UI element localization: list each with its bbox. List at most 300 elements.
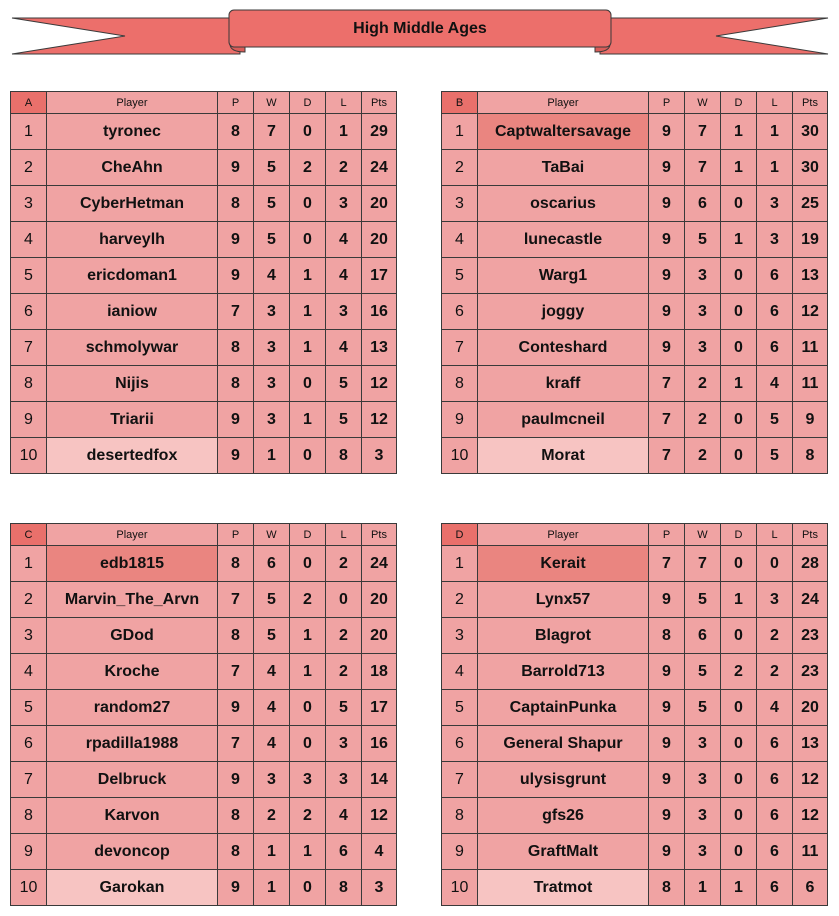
player-name: Barrold713 bbox=[478, 654, 649, 690]
stat-p: 8 bbox=[218, 186, 254, 222]
stat-p: 9 bbox=[649, 114, 685, 150]
rank-cell: 8 bbox=[442, 366, 478, 402]
stat-pts: 24 bbox=[362, 150, 397, 186]
stat-d: 2 bbox=[721, 654, 757, 690]
player-name: TaBai bbox=[478, 150, 649, 186]
stat-pts: 12 bbox=[793, 762, 828, 798]
stat-pts: 12 bbox=[362, 402, 397, 438]
stat-d: 0 bbox=[721, 690, 757, 726]
stat-pts: 20 bbox=[362, 186, 397, 222]
column-header-p: P bbox=[218, 524, 254, 546]
stat-l: 3 bbox=[757, 582, 793, 618]
stat-w: 2 bbox=[254, 798, 290, 834]
table-row bbox=[11, 294, 397, 330]
table-row bbox=[442, 870, 828, 906]
stat-l: 5 bbox=[757, 402, 793, 438]
player-name: GDod bbox=[47, 618, 218, 654]
player-name: Conteshard bbox=[478, 330, 649, 366]
stat-w: 3 bbox=[254, 294, 290, 330]
player-name: Blagrot bbox=[478, 618, 649, 654]
stat-w: 2 bbox=[685, 402, 721, 438]
stat-p: 7 bbox=[218, 726, 254, 762]
stat-l: 2 bbox=[757, 618, 793, 654]
stat-w: 2 bbox=[685, 438, 721, 474]
stat-pts: 19 bbox=[793, 222, 828, 258]
table-row bbox=[442, 114, 828, 150]
rank-cell: 10 bbox=[442, 870, 478, 906]
player-name: General Shapur bbox=[478, 726, 649, 762]
column-header-p: P bbox=[218, 92, 254, 114]
stat-d: 0 bbox=[721, 618, 757, 654]
stat-p: 9 bbox=[218, 150, 254, 186]
stat-d: 0 bbox=[290, 114, 326, 150]
column-header-d: D bbox=[290, 92, 326, 114]
stat-d: 1 bbox=[721, 150, 757, 186]
stat-w: 3 bbox=[685, 834, 721, 870]
column-header-d: D bbox=[721, 524, 757, 546]
table-row bbox=[11, 438, 397, 474]
table-row bbox=[11, 150, 397, 186]
player-name: Kroche bbox=[47, 654, 218, 690]
table-row bbox=[442, 222, 828, 258]
column-header-pts: Pts bbox=[362, 92, 397, 114]
stat-pts: 16 bbox=[362, 726, 397, 762]
stat-l: 4 bbox=[326, 798, 362, 834]
column-header-p: P bbox=[649, 92, 685, 114]
column-header-d: D bbox=[721, 92, 757, 114]
rank-cell: 2 bbox=[11, 150, 47, 186]
column-header-l: L bbox=[757, 524, 793, 546]
group-id: A bbox=[11, 92, 47, 114]
stat-d: 0 bbox=[721, 330, 757, 366]
stat-w: 7 bbox=[254, 114, 290, 150]
stat-w: 4 bbox=[254, 690, 290, 726]
rank-cell: 8 bbox=[11, 366, 47, 402]
rank-cell: 9 bbox=[11, 834, 47, 870]
stat-d: 0 bbox=[721, 294, 757, 330]
stat-p: 8 bbox=[218, 834, 254, 870]
rank-cell: 7 bbox=[442, 762, 478, 798]
player-name: paulmcneil bbox=[478, 402, 649, 438]
table-row bbox=[11, 222, 397, 258]
stat-d: 0 bbox=[290, 690, 326, 726]
stat-l: 6 bbox=[757, 798, 793, 834]
stat-d: 1 bbox=[721, 366, 757, 402]
stat-d: 2 bbox=[290, 798, 326, 834]
column-header-pts: Pts bbox=[793, 524, 828, 546]
stat-w: 3 bbox=[254, 762, 290, 798]
player-name: Marvin_The_Arvn bbox=[47, 582, 218, 618]
stat-w: 5 bbox=[254, 582, 290, 618]
stat-w: 5 bbox=[685, 690, 721, 726]
column-header-player: Player bbox=[478, 524, 649, 546]
player-name: ericdoman1 bbox=[47, 258, 218, 294]
group-table-c bbox=[10, 523, 397, 906]
stat-d: 1 bbox=[290, 654, 326, 690]
stat-p: 9 bbox=[649, 186, 685, 222]
player-name: Morat bbox=[478, 438, 649, 474]
stat-pts: 17 bbox=[362, 690, 397, 726]
column-header-player: Player bbox=[47, 524, 218, 546]
rank-cell: 6 bbox=[11, 726, 47, 762]
table-row bbox=[442, 186, 828, 222]
stat-w: 1 bbox=[254, 870, 290, 906]
stat-d: 0 bbox=[721, 438, 757, 474]
stat-p: 9 bbox=[649, 798, 685, 834]
table-row bbox=[442, 834, 828, 870]
stat-l: 3 bbox=[757, 186, 793, 222]
stat-w: 3 bbox=[254, 402, 290, 438]
stat-pts: 9 bbox=[793, 402, 828, 438]
stat-p: 8 bbox=[218, 546, 254, 582]
stat-l: 2 bbox=[757, 654, 793, 690]
stat-l: 1 bbox=[757, 150, 793, 186]
rank-cell: 3 bbox=[11, 186, 47, 222]
stat-d: 0 bbox=[721, 546, 757, 582]
table-row bbox=[442, 618, 828, 654]
table-row bbox=[442, 366, 828, 402]
rank-cell: 4 bbox=[442, 654, 478, 690]
stat-l: 2 bbox=[326, 654, 362, 690]
stat-pts: 12 bbox=[362, 798, 397, 834]
rank-cell: 1 bbox=[442, 546, 478, 582]
player-name: Lynx57 bbox=[478, 582, 649, 618]
stat-l: 8 bbox=[326, 438, 362, 474]
column-header-p: P bbox=[649, 524, 685, 546]
table-row bbox=[11, 798, 397, 834]
rank-cell: 3 bbox=[11, 618, 47, 654]
stat-pts: 29 bbox=[362, 114, 397, 150]
table-row bbox=[11, 114, 397, 150]
stat-p: 8 bbox=[649, 618, 685, 654]
player-name: ianiow bbox=[47, 294, 218, 330]
table-row bbox=[442, 654, 828, 690]
stat-w: 5 bbox=[685, 582, 721, 618]
stat-p: 7 bbox=[649, 402, 685, 438]
player-name: oscarius bbox=[478, 186, 649, 222]
player-name: tyronec bbox=[47, 114, 218, 150]
stat-w: 5 bbox=[254, 150, 290, 186]
stat-l: 6 bbox=[757, 762, 793, 798]
stat-pts: 23 bbox=[793, 654, 828, 690]
table-row bbox=[442, 438, 828, 474]
table-row bbox=[442, 582, 828, 618]
stat-pts: 3 bbox=[362, 870, 397, 906]
column-header-l: L bbox=[326, 524, 362, 546]
stat-l: 8 bbox=[326, 870, 362, 906]
player-name: Tratmot bbox=[478, 870, 649, 906]
rank-cell: 4 bbox=[442, 222, 478, 258]
table-row bbox=[442, 402, 828, 438]
stat-pts: 12 bbox=[793, 294, 828, 330]
banner-right-ribbon bbox=[600, 18, 828, 54]
column-header-l: L bbox=[326, 92, 362, 114]
stat-pts: 6 bbox=[793, 870, 828, 906]
stat-pts: 16 bbox=[362, 294, 397, 330]
stat-p: 7 bbox=[649, 546, 685, 582]
stat-p: 7 bbox=[218, 582, 254, 618]
column-header-player: Player bbox=[47, 92, 218, 114]
stat-w: 3 bbox=[685, 762, 721, 798]
stat-w: 5 bbox=[254, 222, 290, 258]
stat-pts: 13 bbox=[362, 330, 397, 366]
rank-cell: 2 bbox=[442, 582, 478, 618]
player-name: harveylh bbox=[47, 222, 218, 258]
stat-pts: 30 bbox=[793, 150, 828, 186]
stat-w: 7 bbox=[685, 114, 721, 150]
table-row bbox=[442, 150, 828, 186]
stat-d: 0 bbox=[290, 366, 326, 402]
column-header-w: W bbox=[685, 92, 721, 114]
rank-cell: 5 bbox=[442, 690, 478, 726]
column-header-pts: Pts bbox=[362, 524, 397, 546]
stat-p: 9 bbox=[649, 762, 685, 798]
rank-cell: 1 bbox=[11, 546, 47, 582]
stat-w: 6 bbox=[685, 618, 721, 654]
stat-p: 9 bbox=[649, 150, 685, 186]
stat-p: 9 bbox=[649, 582, 685, 618]
stat-l: 6 bbox=[757, 294, 793, 330]
stat-w: 7 bbox=[685, 546, 721, 582]
stat-pts: 13 bbox=[793, 258, 828, 294]
stat-d: 0 bbox=[721, 402, 757, 438]
player-name: ulysisgrunt bbox=[478, 762, 649, 798]
stat-d: 1 bbox=[290, 834, 326, 870]
table-header-row bbox=[442, 524, 828, 546]
stat-p: 9 bbox=[649, 690, 685, 726]
stat-w: 3 bbox=[685, 294, 721, 330]
rank-cell: 9 bbox=[442, 402, 478, 438]
player-name: Delbruck bbox=[47, 762, 218, 798]
stat-w: 4 bbox=[254, 654, 290, 690]
stat-d: 1 bbox=[721, 582, 757, 618]
stat-l: 2 bbox=[326, 150, 362, 186]
stat-w: 3 bbox=[685, 726, 721, 762]
rank-cell: 10 bbox=[11, 870, 47, 906]
stat-p: 8 bbox=[218, 798, 254, 834]
stat-l: 6 bbox=[757, 870, 793, 906]
stat-d: 0 bbox=[721, 258, 757, 294]
stat-p: 9 bbox=[218, 222, 254, 258]
rank-cell: 4 bbox=[11, 654, 47, 690]
stat-l: 3 bbox=[326, 762, 362, 798]
table-row bbox=[11, 366, 397, 402]
column-header-player: Player bbox=[478, 92, 649, 114]
stat-w: 5 bbox=[685, 222, 721, 258]
column-header-w: W bbox=[254, 524, 290, 546]
stat-l: 6 bbox=[757, 834, 793, 870]
table-row bbox=[11, 546, 397, 582]
player-name: Nijis bbox=[47, 366, 218, 402]
stat-pts: 11 bbox=[793, 834, 828, 870]
rank-cell: 1 bbox=[11, 114, 47, 150]
group-id: B bbox=[442, 92, 478, 114]
stat-w: 4 bbox=[254, 726, 290, 762]
player-name: CyberHetman bbox=[47, 186, 218, 222]
stat-pts: 11 bbox=[793, 330, 828, 366]
page-title: High Middle Ages bbox=[353, 20, 487, 37]
stat-pts: 3 bbox=[362, 438, 397, 474]
stat-w: 1 bbox=[254, 438, 290, 474]
rank-cell: 6 bbox=[442, 726, 478, 762]
banner-left-ribbon bbox=[12, 18, 240, 54]
stat-l: 5 bbox=[326, 402, 362, 438]
table-row bbox=[442, 726, 828, 762]
table-row bbox=[11, 834, 397, 870]
player-name: Captwaltersavage bbox=[478, 114, 649, 150]
stat-d: 1 bbox=[290, 330, 326, 366]
table-header-row bbox=[11, 92, 397, 114]
stat-l: 3 bbox=[326, 294, 362, 330]
rank-cell: 10 bbox=[442, 438, 478, 474]
column-header-pts: Pts bbox=[793, 92, 828, 114]
player-name: Karvon bbox=[47, 798, 218, 834]
table-row bbox=[11, 618, 397, 654]
stat-w: 2 bbox=[685, 366, 721, 402]
stat-d: 1 bbox=[290, 294, 326, 330]
title-banner bbox=[0, 0, 839, 60]
stat-pts: 25 bbox=[793, 186, 828, 222]
player-name: schmolywar bbox=[47, 330, 218, 366]
stat-w: 3 bbox=[254, 330, 290, 366]
stat-l: 4 bbox=[326, 330, 362, 366]
rank-cell: 5 bbox=[11, 258, 47, 294]
stat-d: 0 bbox=[290, 726, 326, 762]
stat-d: 2 bbox=[290, 150, 326, 186]
stat-p: 9 bbox=[218, 402, 254, 438]
stat-d: 1 bbox=[290, 618, 326, 654]
table-row bbox=[11, 654, 397, 690]
group-id: C bbox=[11, 524, 47, 546]
stat-l: 0 bbox=[757, 546, 793, 582]
stat-w: 3 bbox=[685, 798, 721, 834]
table-row bbox=[11, 402, 397, 438]
stat-l: 6 bbox=[757, 330, 793, 366]
stat-d: 0 bbox=[721, 798, 757, 834]
stat-pts: 14 bbox=[362, 762, 397, 798]
stat-d: 0 bbox=[721, 834, 757, 870]
stat-l: 5 bbox=[326, 366, 362, 402]
stat-w: 3 bbox=[685, 330, 721, 366]
stat-p: 8 bbox=[218, 366, 254, 402]
stat-w: 5 bbox=[254, 186, 290, 222]
rank-cell: 2 bbox=[442, 150, 478, 186]
rank-cell: 1 bbox=[442, 114, 478, 150]
player-name: rpadilla1988 bbox=[47, 726, 218, 762]
stat-pts: 24 bbox=[362, 546, 397, 582]
table-row bbox=[442, 690, 828, 726]
column-header-l: L bbox=[757, 92, 793, 114]
stat-w: 5 bbox=[685, 654, 721, 690]
player-name: Warg1 bbox=[478, 258, 649, 294]
table-row bbox=[11, 690, 397, 726]
stat-p: 7 bbox=[649, 366, 685, 402]
stat-w: 3 bbox=[685, 258, 721, 294]
stat-pts: 17 bbox=[362, 258, 397, 294]
stat-l: 3 bbox=[757, 222, 793, 258]
stat-l: 2 bbox=[326, 618, 362, 654]
stat-pts: 12 bbox=[362, 366, 397, 402]
stat-d: 0 bbox=[290, 870, 326, 906]
player-name: Kerait bbox=[478, 546, 649, 582]
rank-cell: 9 bbox=[11, 402, 47, 438]
stat-p: 9 bbox=[649, 294, 685, 330]
table-row bbox=[11, 762, 397, 798]
rank-cell: 7 bbox=[11, 330, 47, 366]
stat-p: 7 bbox=[218, 294, 254, 330]
stat-l: 3 bbox=[326, 186, 362, 222]
stat-l: 0 bbox=[326, 582, 362, 618]
table-row bbox=[11, 870, 397, 906]
rank-cell: 9 bbox=[442, 834, 478, 870]
group-table-a bbox=[10, 91, 397, 474]
stat-d: 3 bbox=[290, 762, 326, 798]
stat-p: 9 bbox=[649, 258, 685, 294]
group-table-b bbox=[441, 91, 828, 474]
stat-pts: 12 bbox=[793, 798, 828, 834]
column-header-d: D bbox=[290, 524, 326, 546]
stat-w: 1 bbox=[254, 834, 290, 870]
stat-p: 8 bbox=[218, 618, 254, 654]
stat-p: 7 bbox=[218, 654, 254, 690]
stat-pts: 8 bbox=[793, 438, 828, 474]
table-row bbox=[442, 294, 828, 330]
stat-pts: 11 bbox=[793, 366, 828, 402]
table-row bbox=[11, 726, 397, 762]
table-row bbox=[11, 258, 397, 294]
rank-cell: 3 bbox=[442, 186, 478, 222]
player-name: gfs26 bbox=[478, 798, 649, 834]
table-header-row bbox=[442, 92, 828, 114]
stat-p: 9 bbox=[218, 438, 254, 474]
stat-pts: 24 bbox=[793, 582, 828, 618]
table-row bbox=[11, 330, 397, 366]
stat-p: 9 bbox=[649, 654, 685, 690]
stat-l: 4 bbox=[757, 366, 793, 402]
stat-w: 6 bbox=[254, 546, 290, 582]
stat-pts: 20 bbox=[793, 690, 828, 726]
player-name: edb1815 bbox=[47, 546, 218, 582]
stat-d: 1 bbox=[290, 258, 326, 294]
stat-l: 4 bbox=[326, 258, 362, 294]
group-id: D bbox=[442, 524, 478, 546]
stat-p: 7 bbox=[649, 438, 685, 474]
stat-d: 0 bbox=[290, 438, 326, 474]
table-row bbox=[11, 186, 397, 222]
stat-l: 5 bbox=[326, 690, 362, 726]
stat-d: 1 bbox=[721, 114, 757, 150]
player-name: kraff bbox=[478, 366, 649, 402]
rank-cell: 2 bbox=[11, 582, 47, 618]
stat-pts: 20 bbox=[362, 222, 397, 258]
rank-cell: 7 bbox=[11, 762, 47, 798]
stat-pts: 30 bbox=[793, 114, 828, 150]
rank-cell: 3 bbox=[442, 618, 478, 654]
stat-l: 1 bbox=[757, 114, 793, 150]
stat-d: 0 bbox=[290, 222, 326, 258]
stat-p: 9 bbox=[218, 258, 254, 294]
stat-pts: 18 bbox=[362, 654, 397, 690]
stat-p: 9 bbox=[649, 330, 685, 366]
stat-pts: 20 bbox=[362, 618, 397, 654]
player-name: CaptainPunka bbox=[478, 690, 649, 726]
player-name: GraftMalt bbox=[478, 834, 649, 870]
table-row bbox=[442, 330, 828, 366]
rank-cell: 8 bbox=[11, 798, 47, 834]
rank-cell: 5 bbox=[11, 690, 47, 726]
stat-p: 9 bbox=[218, 870, 254, 906]
stat-w: 7 bbox=[685, 150, 721, 186]
